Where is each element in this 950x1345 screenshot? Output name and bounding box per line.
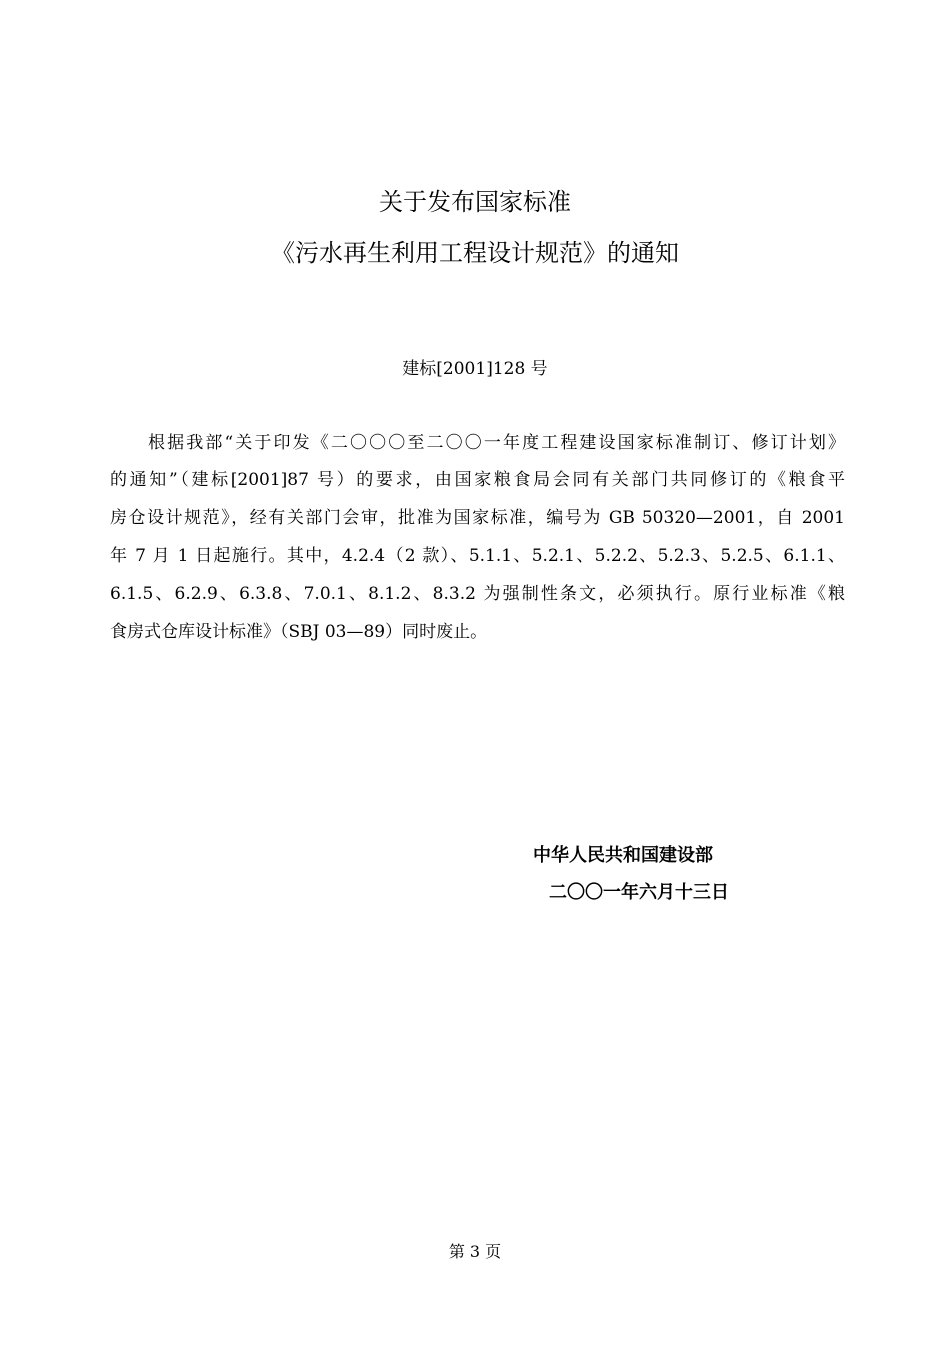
page-number: 第 3 页 (448, 1242, 502, 1261)
signature-date: 二〇〇一年六月十三日 (549, 882, 729, 903)
notice-title-line-2: 《污水再生利用工程设计规范》的通知 (271, 239, 679, 267)
body-text-line: 食房式仓库设计标准》（SBJ 03—89）同时废止。 (110, 622, 488, 642)
body-text-line: 6.1.5、6.2.9、6.3.8、7.0.1、8.1.2、8.3.2 为强制性条文，必须执行。原行业标准《粮 (110, 584, 845, 604)
document-number: 建标[2001]128 号 (402, 359, 548, 379)
body-text-line: 房仓设计规范》，经有关部门会审，批准为国家标准，编号为 GB 50320—2001，自 2001 (110, 508, 845, 528)
notice-title-line-1: 关于发布国家标准 (379, 188, 571, 216)
body-text-line: 的通知”（建标[2001]87 号）的要求，由国家粮食局会同有关部门共同修订的《粮食平 (110, 470, 845, 490)
body-text-line: 年 7 月 1 日起施行。其中，4.2.4（2 款）、5.1.1、5.2.1、5.2.2、5.2.3、5.2.5、6.1.1、 (110, 546, 845, 566)
signature-organization: 中华人民共和国建设部 (533, 845, 713, 866)
body-text-line: 根据我部“关于印发《二〇〇〇至二〇〇一年度工程建设国家标准制订、修订计划》 (148, 433, 845, 453)
